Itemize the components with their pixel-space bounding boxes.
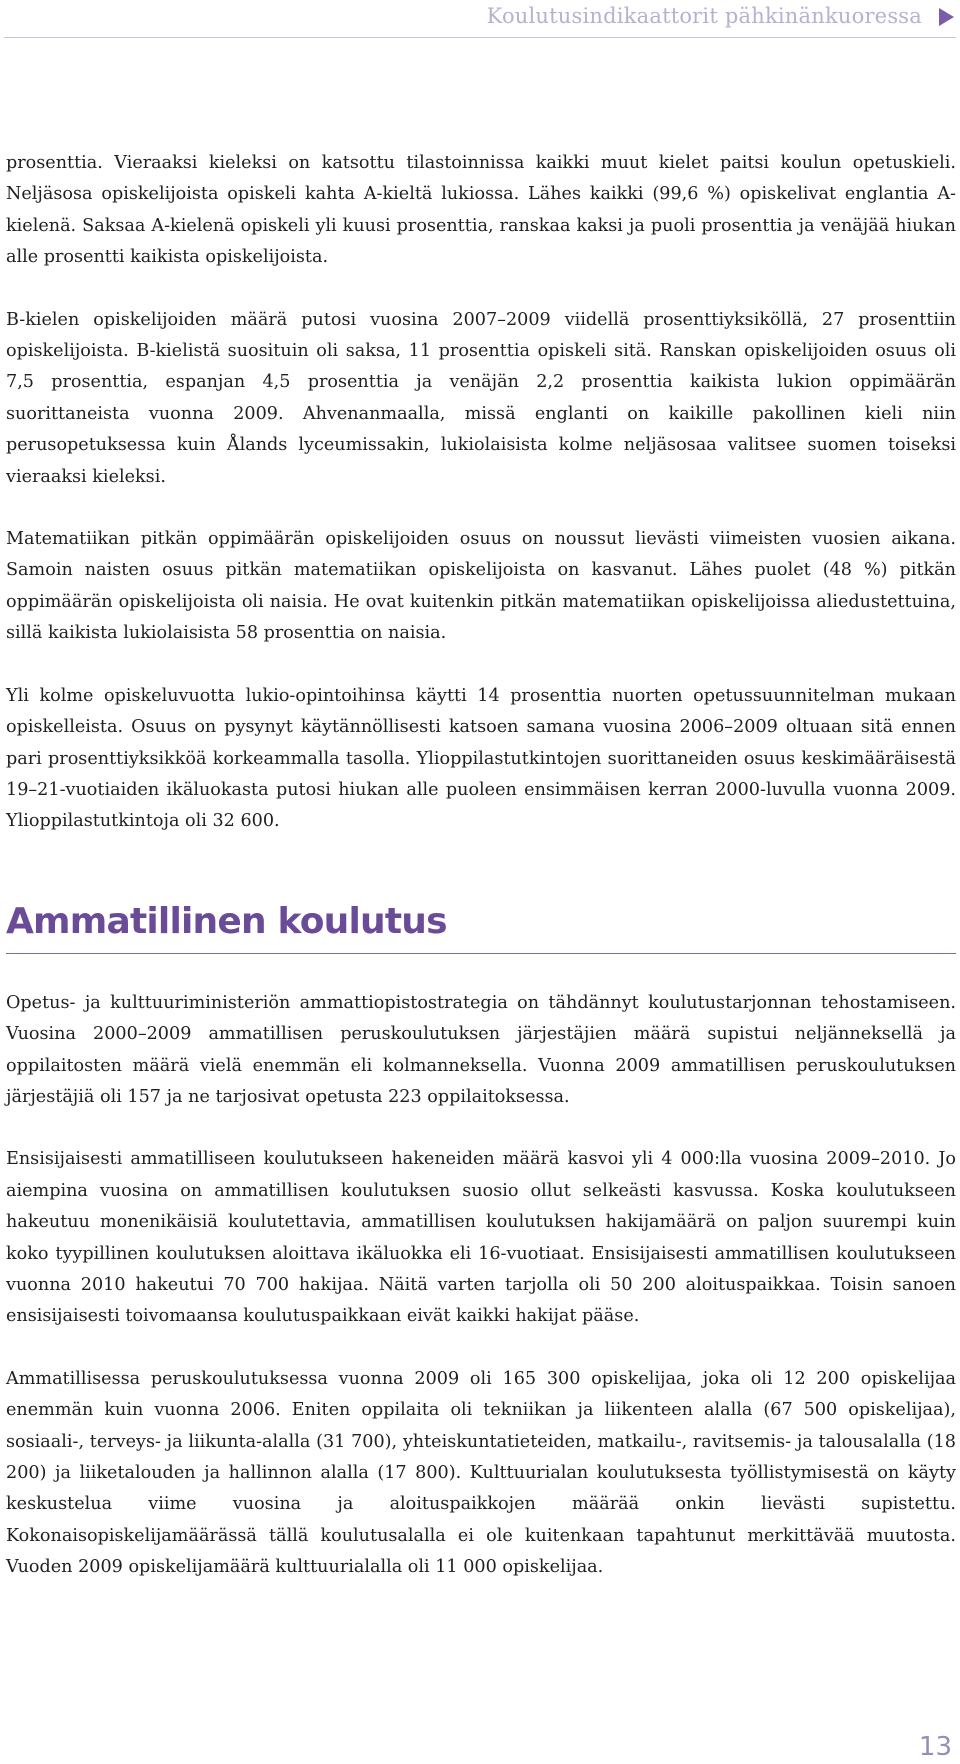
running-header	[0, 0, 960, 34]
paragraph-vocational-applicants: Ensisijaisesti ammatilliseen koulutukseen hakeneiden määrä kasvoi yli 4 000:lla vuosina 2009–2010. Jo aiempina vuosina on ammatillisen koulutuksen suosio ollut selkeästi kasvussa. Koska koulutukseen hakeutuu monenikäisiä koulutettavia, ammatillisen koulutuksen hakijamäärä on paljon suurempi kuin koko tyypillinen koulutuksen aloittava ikäluokka eli 16-vuotiaat. Ensisijaisesti ammatillisen koulutukseen vuonna 2010 hakeutui 70 700 hakijaa. Näitä varten tarjolla oli 50 200 aloituspaikkaa. Toisin sanoen ensisijaisesti toivomaansa koulutuspaikkaan eivät kaikki hakijat pääse.	[6, 1149, 956, 1327]
paragraph-foreign-languages: prosenttia. Vieraaksi kieleksi on katsottu tilastoinnissa kaikki muut kielet paitsi koulun opetuskieli. Neljäsosa opiskelijoista opiskeli kahta A-kieltä lukiossa. Lähes kaikki (99,6 %) opiskelivat englantia A-kielenä. Saksaa A-kielenä opiskeli yli kuusi prosenttia, ranskaa kaksi ja puoli prosenttia ja venäjää hiukan alle prosentti kaikista opiskelijoista.	[6, 153, 956, 268]
section-heading: Ammatillinen koulutus	[6, 900, 447, 942]
header-divider	[4, 37, 956, 38]
page-number: 13	[918, 1732, 952, 1762]
section-divider	[6, 953, 956, 954]
paragraph-vocational-strategy: Opetus- ja kulttuuriministeriön ammattiopistostrategia on tähdännyt koulutustarjonnan tehostamiseen. Vuosina 2000–2009 ammatillisen peruskoulutuksen järjestäjien määrä supistui neljänneksellä ja oppilaitosten määrä vielä enemmän eli kolmanneksella. Vuonna 2009 ammatillisen peruskoulutuksen järjestäjiä oli 157 ja ne tarjosivat opetusta 223 oppilaitoksessa.	[6, 992, 956, 1107]
paragraph-mathematics: Matematiikan pitkän oppimäärän opiskelijoiden osuus on noussut lievästi viimeisten vuosien aikana. Samoin naisten osuus pitkän matematiikan opiskelijoista on kasvanut. Lähes puolet (48 %) pitkän oppimäärän opiskelijoista oli naisia. He ovat kuitenkin pitkän matematiikan opiskelijoissa aliedustettuina, sillä kaikista lukiolaisista 58 prosenttia on naisia.	[6, 529, 956, 644]
paragraph-b-languages: B-kielen opiskelijoiden määrä putosi vuosina 2007–2009 viidellä prosenttiyksiköllä, 27 prosenttiin opiskelijoista. B-kielistä suosituin oli saksa, 11 prosenttia opiskeli sitä. Ranskan opiskelijoiden osuus oli 7,5 prosenttia, espanjan 4,5 prosenttia ja venäjän 2,2 prosenttia kaikista lukion oppimäärän suorittaneista vuonna 2009. Ahvenanmaalla, missä englanti on kaikille pakollinen kieli niin perusopetuksessa kuin Ålands lyceumissakin, lukiolaisista kolme neljäsosaa valitsee suomen toiseksi vieraaksi kieleksi.	[6, 309, 956, 487]
page-content	[6, 148, 956, 1615]
running-header-title: Koulutusindikaattorit pähkinänkuoressa	[486, 4, 922, 28]
paragraph-study-duration: Yli kolme opiskeluvuotta lukio-opintoihinsa käytti 14 prosenttia nuorten opetussuunnitelman mukaan opiskelleista. Osuus on pysynyt käytännöllisesti katsoen samana vuosina 2006–2009 oltuaan sitä ennen pari prosenttiyksikköä korkeammalla tasolla. Ylioppilastutkintojen suorittaneiden osuus keskimääräisestä 19–21-vuotiaiden ikäluokasta putosi hiukan alle puoleen ensimmäisen kerran 2000-luvulla vuonna 2009. Ylioppilastutkintoja oli 32 600.	[6, 685, 956, 832]
paragraph-vocational-students: Ammatillisessa peruskoulutuksessa vuonna 2009 oli 165 300 opiskelijaa, joka oli 12 200 opiskelijaa enemmän kuin vuonna 2006. Eniten oppilaita oli tekniikan ja liikenteen alalla (67 500 opiskelijaa), sosiaali-, terveys- ja liikunta-alalla (31 700), yhteiskuntatieteiden, matkailu-, ravitsemis- ja talousalalla (18 200) ja liiketalouden ja hallinnon alalla (17 800). Kulttuurialan koulutuksesta työllistymisestä on käyty keskustelua viime vuosina ja aloituspaikkojen määrää onkin lievästi supistettu. Kokonaisopiskelijamäärässä tällä koulutusalalla ei ole kuitenkaan tapahtunut merkittävää muutosta. Vuoden 2009 opiskelijamäärä kulttuurialalla oli 11 000 opiskelijaa.	[6, 1368, 956, 1578]
triangle-right-icon[interactable]	[939, 8, 954, 26]
